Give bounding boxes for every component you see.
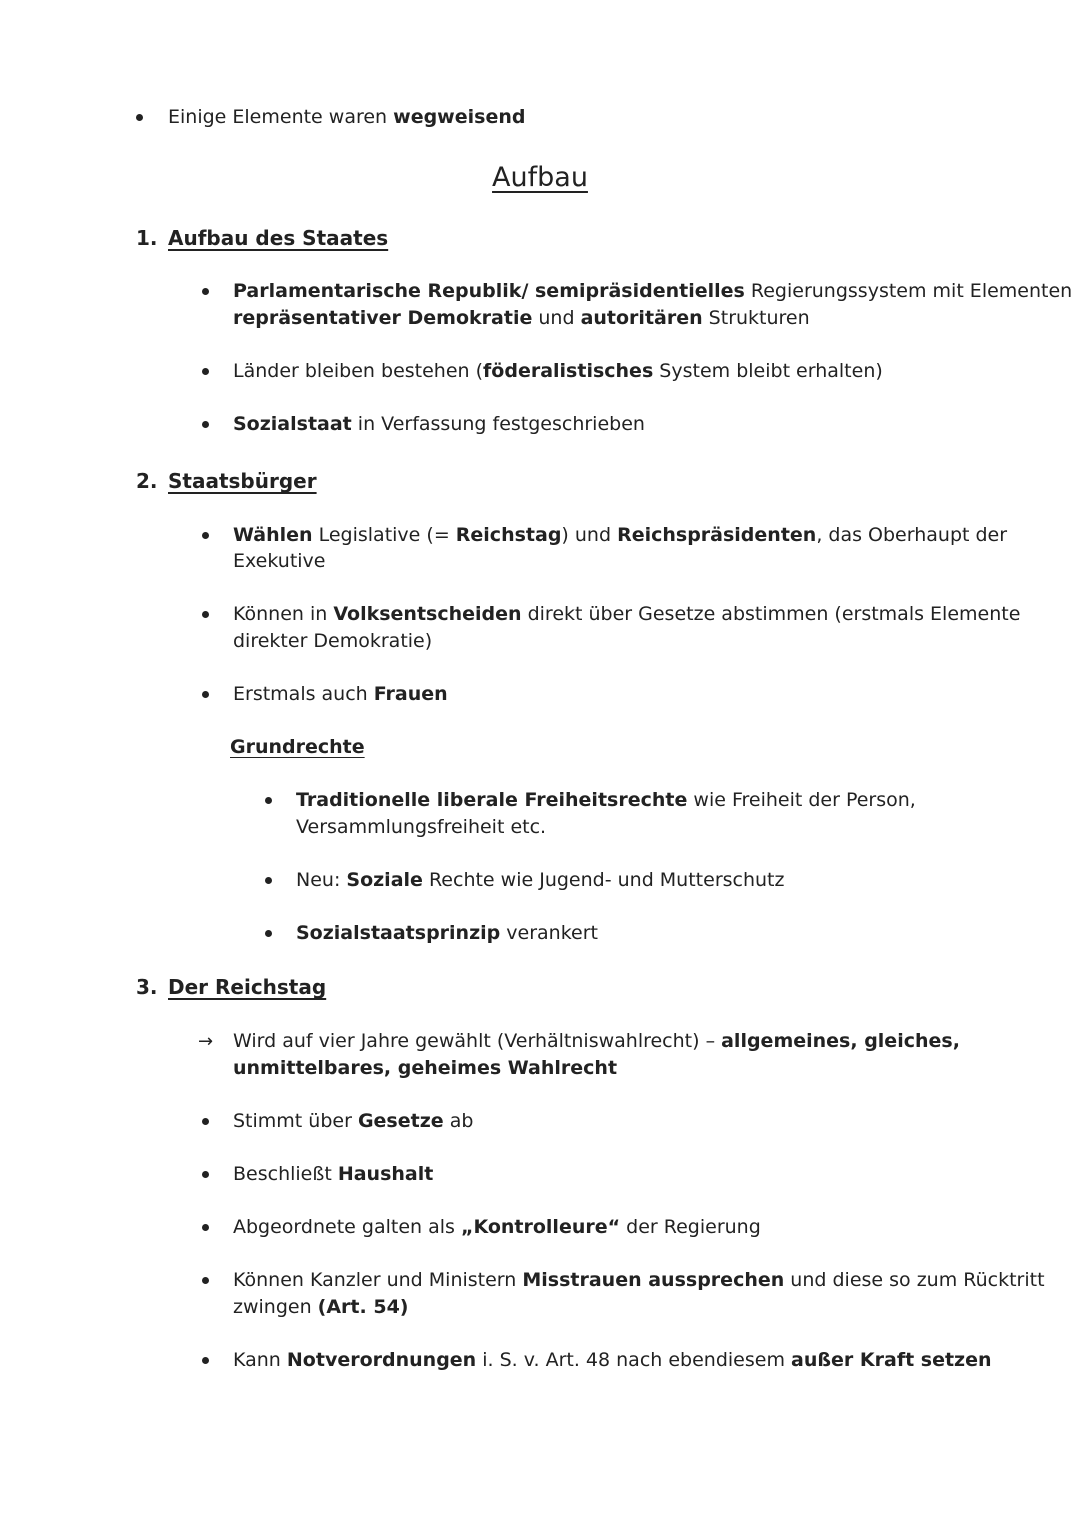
list-item-continuation: Versammlungsfreiheit etc. — [296, 816, 547, 838]
bold-text: (Art. 54) — [317, 1296, 409, 1318]
list-item — [296, 867, 784, 894]
bold-text: Haushalt — [337, 1163, 434, 1185]
bullet-icon — [202, 1357, 209, 1364]
bold-text: Reichstag — [455, 524, 562, 546]
list-item — [233, 681, 448, 708]
text: Stimmt über — [233, 1110, 358, 1132]
text: wie Freiheit der Person, — [687, 789, 916, 811]
bullet-icon — [202, 691, 209, 698]
bold-text: Reichspräsidenten — [617, 524, 817, 546]
text: , das Oberhaupt der — [816, 524, 1008, 546]
text: Rechte wie Jugend- und Mutterschutz — [422, 869, 785, 891]
bold-text: Volksentscheiden — [333, 603, 522, 625]
text: und diese so zum Rücktritt — [784, 1269, 1045, 1291]
text: Einige Elemente waren — [168, 106, 394, 128]
bold-text: unmittelbares, geheimes Wahlrecht — [233, 1057, 618, 1079]
list-item-continuation — [233, 1294, 408, 1321]
bold-text: föderalistisches — [483, 360, 654, 382]
bold-text: Sozialstaatsprinzip — [296, 922, 501, 944]
section-number: 1. — [136, 226, 158, 250]
bold-text: Sozialstaat — [233, 413, 352, 435]
bullet-icon — [265, 797, 272, 804]
text: Neu: — [296, 869, 347, 891]
bold-text: allgemeines, gleiches, — [721, 1030, 960, 1052]
list-item — [296, 787, 916, 814]
text: Regierungssystem mit Elementen — [744, 280, 1073, 302]
bold-text: autoritären — [580, 307, 703, 329]
list-item-continuation: direkter Demokratie) — [233, 630, 433, 652]
bullet-icon — [202, 1224, 209, 1231]
subsection-heading: Grundrechte — [230, 736, 365, 758]
list-item — [233, 1267, 1045, 1294]
bullet-icon — [265, 930, 272, 937]
bullet-icon — [202, 421, 209, 428]
arrow-item — [233, 1028, 960, 1055]
list-item — [233, 411, 645, 438]
list-item — [233, 1161, 433, 1188]
intro-line — [168, 104, 525, 131]
bullet-icon — [202, 532, 209, 539]
list-item — [233, 278, 1072, 305]
bold-text: Parlamentarische Republik/ semipräsidentielles — [233, 280, 745, 302]
section-heading: Aufbau des Staates — [168, 226, 389, 250]
text: ab — [443, 1110, 474, 1132]
list-item — [233, 522, 1007, 549]
bold-text: repräsentativer Demokratie — [233, 307, 533, 329]
bullet-icon — [202, 1277, 209, 1284]
bold-text: „Kontrolleure“ — [460, 1216, 621, 1238]
bullet-icon — [202, 288, 209, 295]
section-heading: Der Reichstag — [168, 975, 327, 999]
list-item — [296, 920, 598, 947]
bullet-icon — [202, 1171, 209, 1178]
bold-text: Misstrauen aussprechen — [522, 1269, 785, 1291]
arrow-right-icon: → — [198, 1031, 214, 1052]
arrow-item-continuation — [233, 1055, 617, 1082]
text: Beschließt — [233, 1163, 338, 1185]
list-item-continuation: Exekutive — [233, 550, 326, 572]
text: zwingen — [233, 1296, 318, 1318]
bullet-icon — [202, 611, 209, 618]
bold-text: Wählen — [233, 524, 313, 546]
bullet-icon — [265, 877, 272, 884]
page-title: Aufbau — [492, 162, 588, 193]
list-item — [233, 1214, 761, 1241]
text: Können Kanzler und Ministern — [233, 1269, 523, 1291]
bold-text: Soziale — [346, 869, 423, 891]
bold-text: außer Kraft setzen — [791, 1349, 992, 1371]
text: in Verfassung festgeschrieben — [351, 413, 645, 435]
text: Strukturen — [702, 307, 810, 329]
bold-text: Notverordnungen — [286, 1349, 477, 1371]
section-number: 3. — [136, 975, 158, 999]
text: direkt über Gesetze abstimmen (erstmals Elemente — [521, 603, 1021, 625]
text: Legislative (= — [312, 524, 456, 546]
section-number: 2. — [136, 469, 158, 493]
text: ) und — [561, 524, 618, 546]
bold-text: Gesetze — [357, 1110, 444, 1132]
text: Wird auf vier Jahre gewählt (Verhältniswahlrecht) – — [233, 1030, 722, 1052]
text: i. S. v. Art. 48 nach ebendiesem — [476, 1349, 792, 1371]
bold-text: wegweisend — [393, 106, 526, 128]
text: Kann — [233, 1349, 287, 1371]
text: System bleibt erhalten) — [653, 360, 883, 382]
text: Abgeordnete galten als — [233, 1216, 461, 1238]
section-heading: Staatsbürger — [168, 469, 317, 493]
text: und — [532, 307, 581, 329]
bullet-icon — [202, 1118, 209, 1125]
text: verankert — [500, 922, 598, 944]
list-item — [233, 1108, 473, 1135]
text: Erstmals auch — [233, 683, 374, 705]
list-item — [233, 601, 1020, 628]
text: Länder bleiben bestehen ( — [233, 360, 484, 382]
list-item — [233, 1347, 992, 1374]
bullet-icon — [202, 368, 209, 375]
bullet-icon — [136, 114, 143, 121]
list-item — [233, 358, 883, 385]
text: der Regierung — [620, 1216, 761, 1238]
text: Können in — [233, 603, 334, 625]
bold-text: Frauen — [373, 683, 448, 705]
list-item-continuation — [233, 305, 810, 332]
bold-text: Traditionelle liberale Freiheitsrechte — [296, 789, 688, 811]
